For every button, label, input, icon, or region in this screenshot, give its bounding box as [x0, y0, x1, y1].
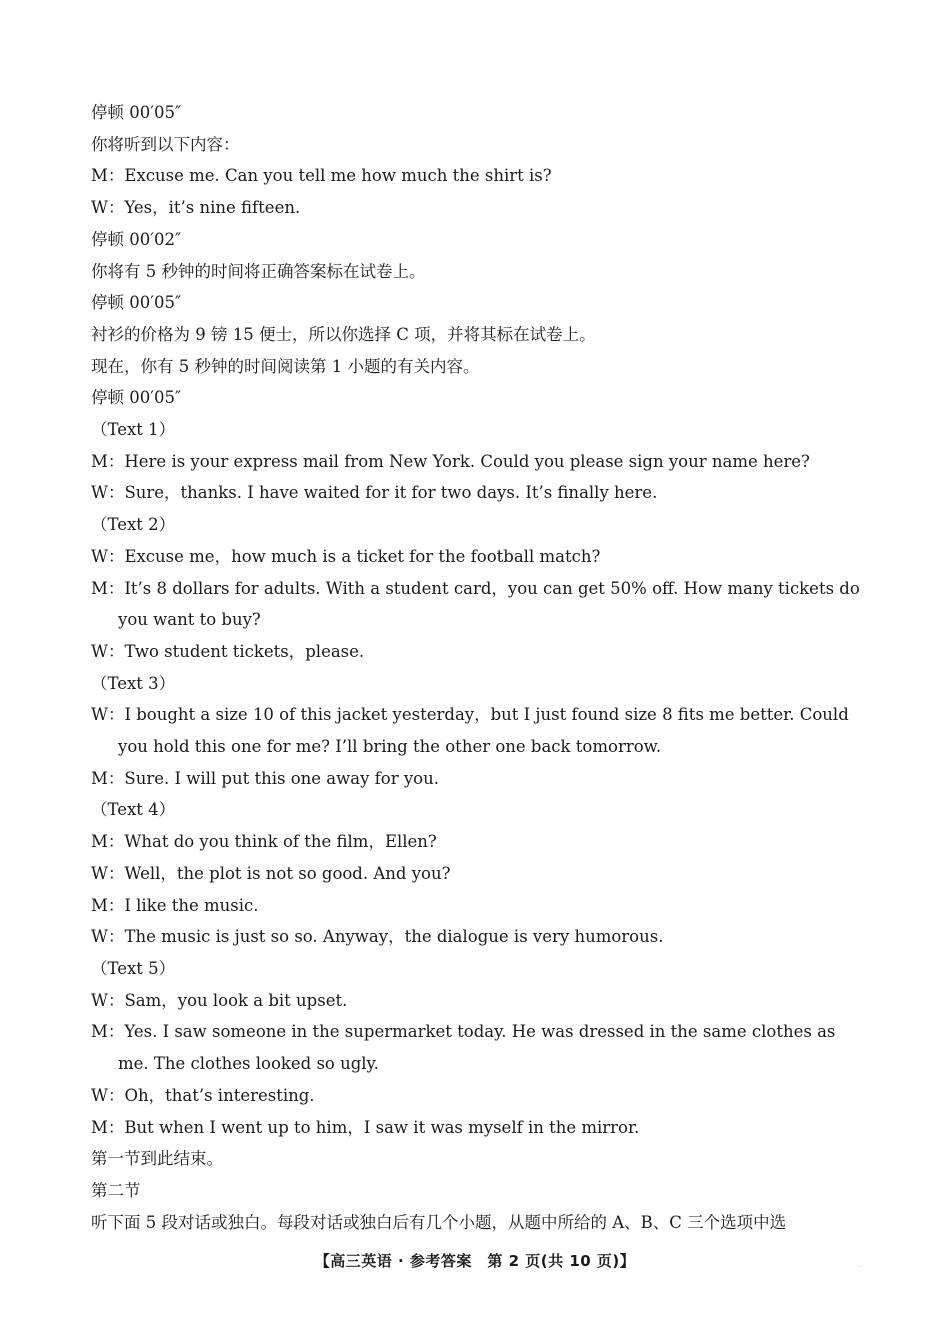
dialogue-line: W：Well，the plot is not so good. And you? [91, 863, 451, 883]
dialogue-line: M：Sure. I will put this one away for you. [91, 768, 439, 788]
instruction-line: 听下面 5 段对话或独白。每段对话或独白后有几个小题，从题中所给的 A、B、C 三个选项中选 [91, 1212, 787, 1232]
dialogue-line: W：I bought a size 10 of this jacket yesterday，but I just found size 8 fits me better. Could you hold this one for me? I’ll bring the other one back tomorrow. [91, 705, 849, 757]
dialogue-line: W：The music is just so so. Anyway，the dialogue is very humorous. [91, 927, 664, 947]
dialogue-line: W：Sam，you look a bit upset. [91, 990, 348, 1010]
section-end-line: 第一节到此结束。 [91, 1149, 223, 1169]
dialogue-line: W：Excuse me，how much is a ticket for the football match? [91, 546, 601, 566]
pause-line: 停顿 00′05″ [91, 388, 182, 408]
text-heading: （Text 3） [91, 673, 176, 693]
text-heading: （Text 5） [91, 958, 176, 978]
instruction-line: 你将有 5 秒钟的时间将正确答案标在试卷上。 [91, 261, 426, 281]
instruction-line: 你将听到以下内容： [91, 134, 240, 154]
page-body [91, 97, 866, 1238]
corner-mark: ·· [856, 1262, 862, 1271]
text-heading: （Text 1） [91, 420, 176, 440]
text-heading: （Text 4） [91, 800, 176, 820]
instruction-line: 现在，你有 5 秒钟的时间阅读第 1 小题的有关内容。 [91, 356, 480, 376]
dialogue-line: M：But when I went up to him，I saw it was myself in the mirror. [91, 1117, 640, 1137]
dialogue-line: M：I like the music. [91, 895, 259, 915]
dialogue-line: M：It’s 8 dollars for adults. With a student card，you can get 50% off. How many tickets do you want to buy? [91, 578, 860, 630]
pause-line: 停顿 00′02″ [91, 229, 182, 249]
page-footer: 【高三英语 · 参考答案 第 2 页(共 10 页)】 [314, 1252, 636, 1270]
dialogue-line: M：What do you think of the film，Ellen? [91, 832, 437, 852]
dialogue-line: M：Excuse me. Can you tell me how much the shirt is? [91, 166, 552, 186]
dialogue-line: M：Yes. I saw someone in the supermarket today. He was dressed in the same clothes as me. The clothes looked so ugly. [91, 1022, 836, 1074]
dialogue-line: W：Two student tickets，please. [91, 641, 365, 661]
dialogue-line: W：Oh，that’s interesting. [91, 1085, 315, 1105]
section-heading: 第二节 [91, 1180, 141, 1200]
pause-line: 停顿 00′05″ [91, 293, 182, 313]
dialogue-line: W：Yes，it’s nine fifteen. [91, 198, 301, 218]
pause-line: 停顿 00′05″ [91, 103, 182, 122]
text-heading: （Text 2） [91, 515, 176, 535]
dialogue-line: W：Sure，thanks. I have waited for it for two days. It’s finally here. [91, 483, 658, 503]
instruction-line: 衬衫的价格为 9 镑 15 便士，所以你选择 C 项，并将其标在试卷上。 [91, 324, 596, 344]
dialogue-line: M：Here is your express mail from New York. Could you please sign your name here? [91, 451, 810, 471]
